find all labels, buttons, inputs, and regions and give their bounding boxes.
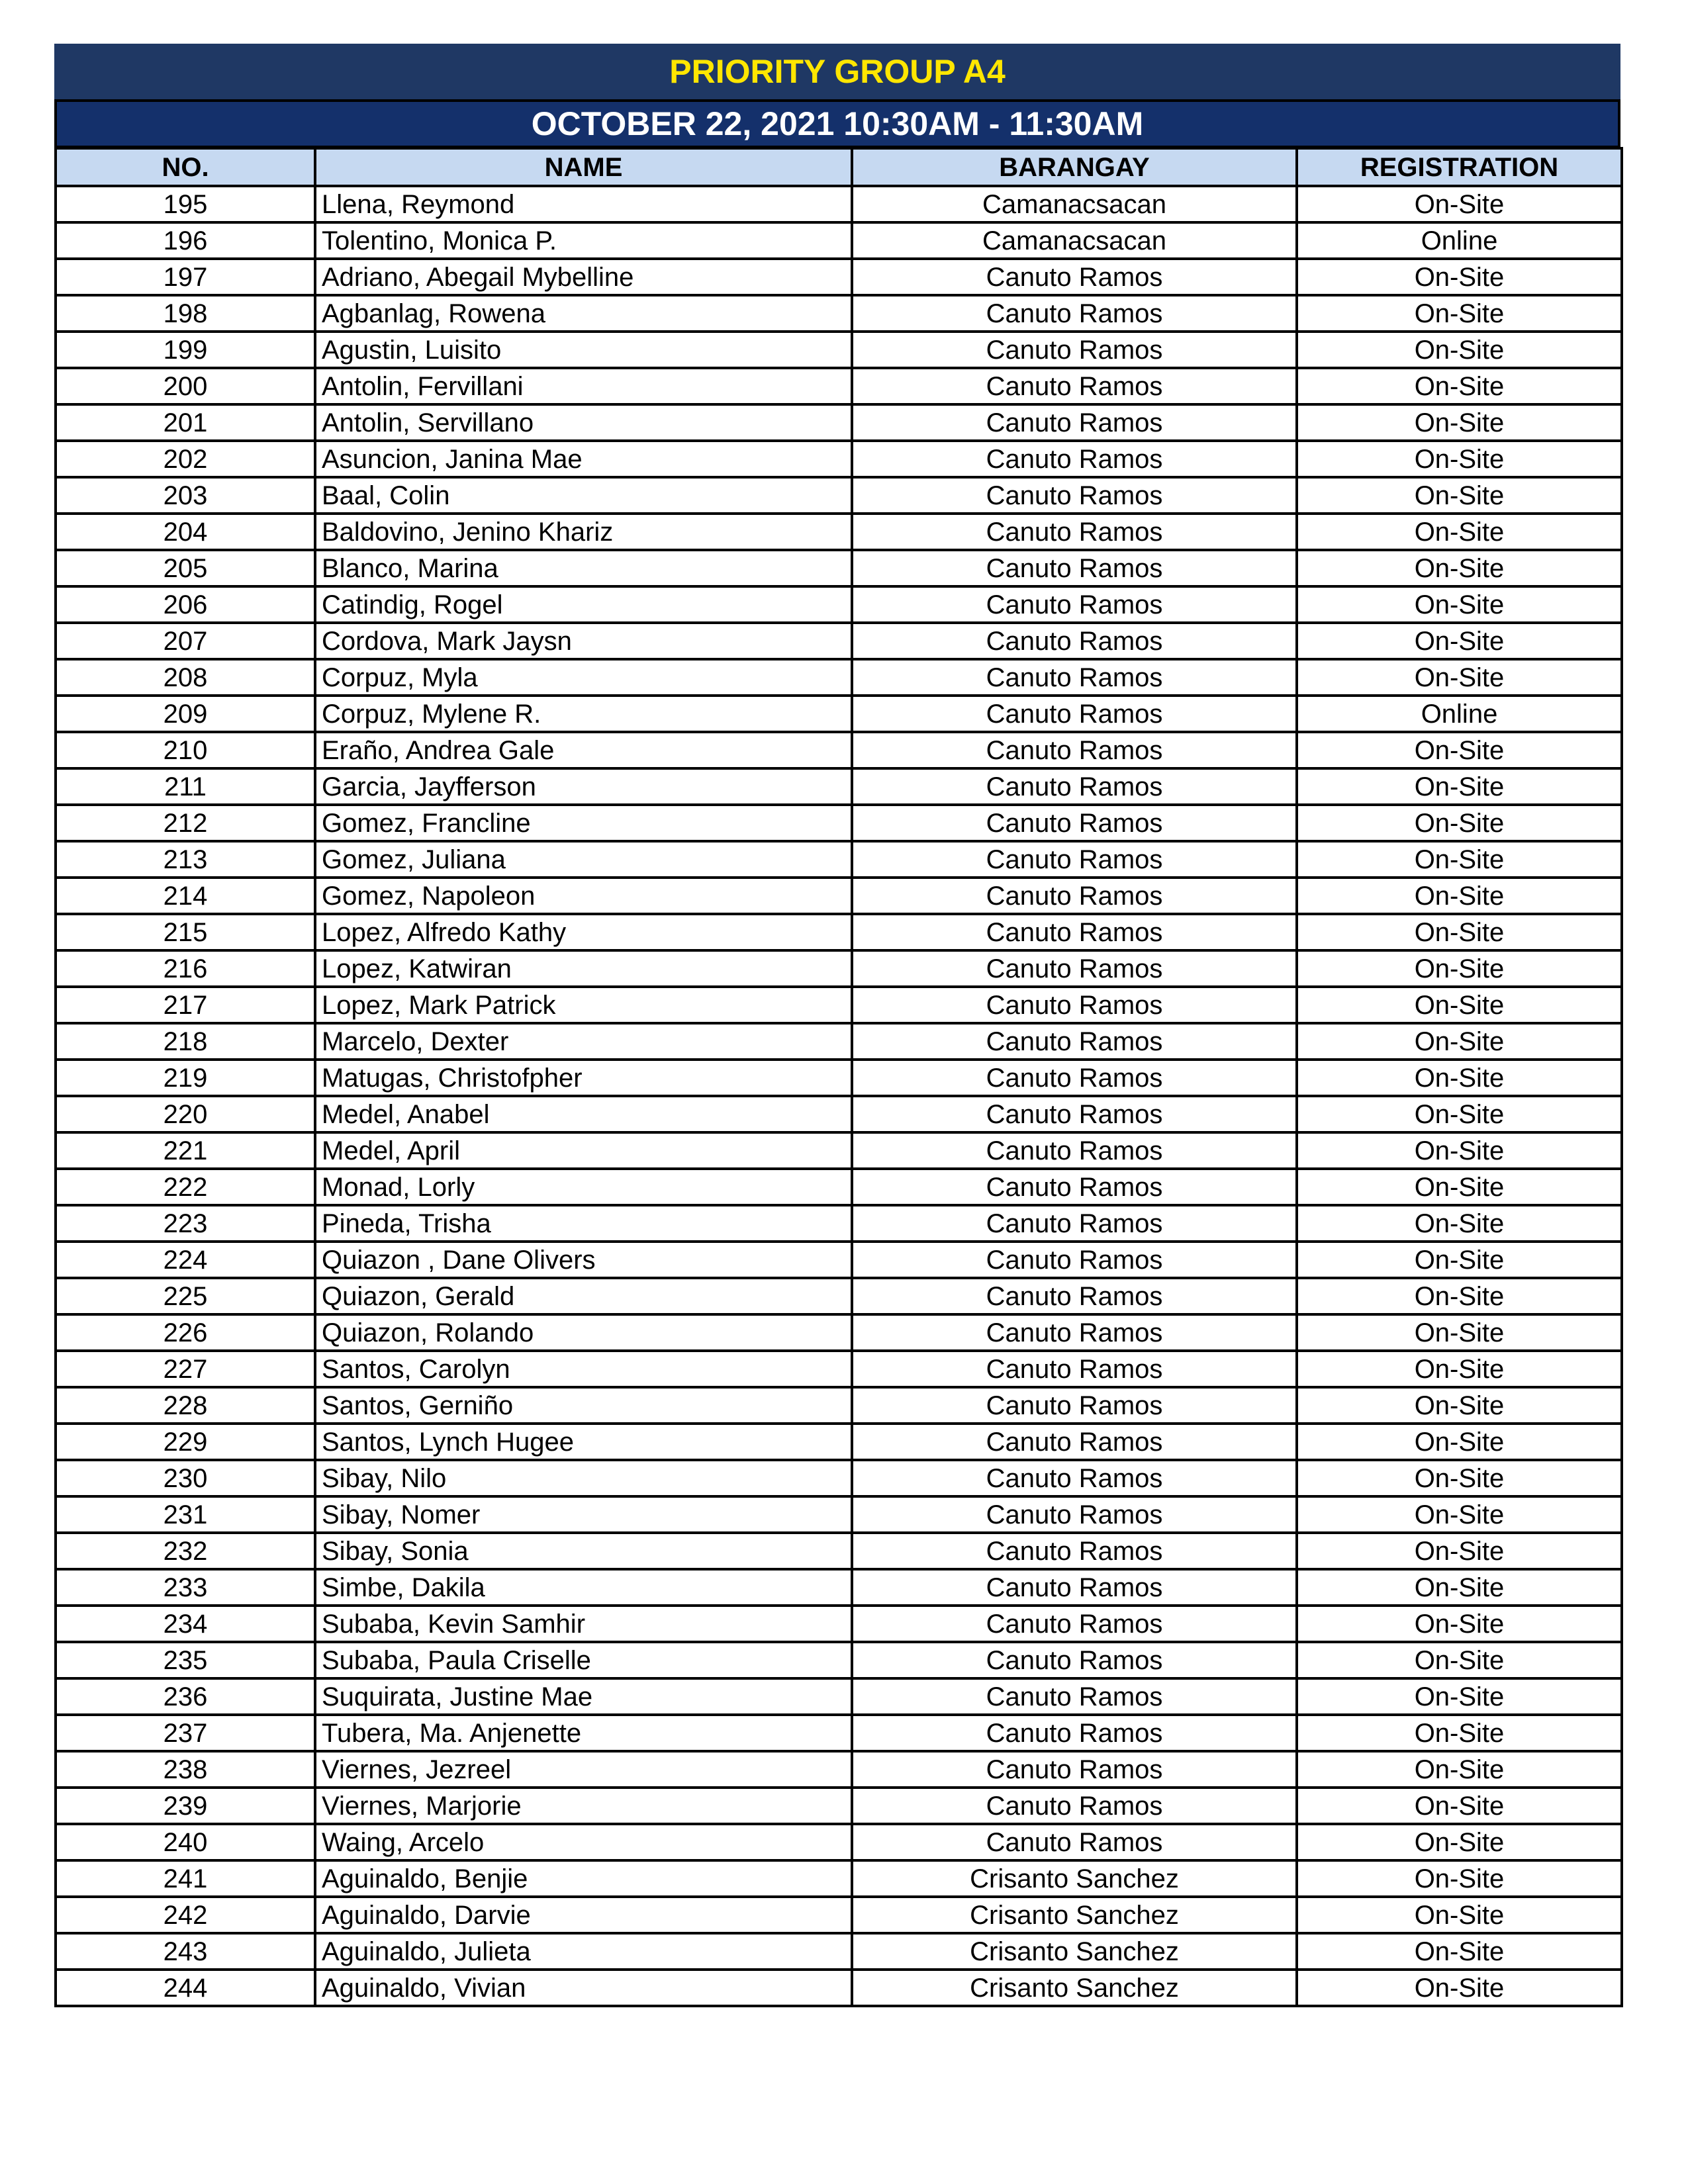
cell-barangay: Canuto Ramos [852,332,1297,368]
cell-registration: On-Site [1297,1606,1622,1642]
cell-barangay: Canuto Ramos [852,1606,1297,1642]
cell-registration: On-Site [1297,659,1622,696]
cell-name: Aguinaldo, Vivian [315,1970,852,2006]
table-row [56,586,1622,623]
table-row [56,1132,1622,1169]
cell-barangay: Canuto Ramos [852,404,1297,441]
cell-barangay: Canuto Ramos [852,1569,1297,1606]
cell-no: 210 [56,732,315,768]
cell-barangay: Canuto Ramos [852,696,1297,732]
table-row [56,1060,1622,1096]
cell-no: 198 [56,295,315,332]
roster-table [54,147,1623,2007]
cell-barangay: Canuto Ramos [852,514,1297,550]
cell-no: 208 [56,659,315,696]
cell-barangay: Canuto Ramos [852,368,1297,404]
table-row [56,878,1622,914]
cell-no: 207 [56,623,315,659]
table-row [56,1278,1622,1314]
cell-no: 212 [56,805,315,841]
table-row [56,1606,1622,1642]
table-row [56,404,1622,441]
cell-registration: On-Site [1297,295,1622,332]
table-row [56,987,1622,1023]
cell-registration: On-Site [1297,477,1622,514]
cell-barangay: Canuto Ramos [852,441,1297,477]
cell-registration: On-Site [1297,1242,1622,1278]
cell-name: Simbe, Dakila [315,1569,852,1606]
table-row [56,1496,1622,1533]
cell-no: 226 [56,1314,315,1351]
cell-barangay: Camanacsacan [852,186,1297,222]
schedule-banner [54,99,1620,147]
title-banner [54,44,1620,99]
table-row [56,1023,1622,1060]
cell-registration: On-Site [1297,987,1622,1023]
cell-name: Lopez, Mark Patrick [315,987,852,1023]
column-header-barangay: BARANGAY [852,148,1297,186]
cell-barangay: Canuto Ramos [852,1788,1297,1824]
cell-registration: On-Site [1297,368,1622,404]
cell-name: Aguinaldo, Benjie [315,1860,852,1897]
cell-no: 232 [56,1533,315,1569]
cell-no: 230 [56,1460,315,1496]
cell-registration: On-Site [1297,1205,1622,1242]
cell-barangay: Canuto Ramos [852,295,1297,332]
cell-registration: On-Site [1297,1060,1622,1096]
cell-registration: On-Site [1297,550,1622,586]
cell-name: Corpuz, Mylene R. [315,696,852,732]
column-header-registration: REGISTRATION [1297,148,1622,186]
cell-name: Adriano, Abegail Mybelline [315,259,852,295]
cell-name: Subaba, Paula Criselle [315,1642,852,1678]
cell-no: 237 [56,1715,315,1751]
cell-no: 231 [56,1496,315,1533]
cell-no: 240 [56,1824,315,1860]
cell-barangay: Canuto Ramos [852,1387,1297,1424]
cell-registration: On-Site [1297,1860,1622,1897]
cell-barangay: Canuto Ramos [852,1751,1297,1788]
cell-barangay: Canuto Ramos [852,1678,1297,1715]
cell-barangay: Canuto Ramos [852,878,1297,914]
cell-barangay: Canuto Ramos [852,987,1297,1023]
cell-barangay: Canuto Ramos [852,732,1297,768]
cell-name: Baldovino, Jenino Khariz [315,514,852,550]
cell-registration: On-Site [1297,878,1622,914]
cell-registration: On-Site [1297,1642,1622,1678]
cell-barangay: Canuto Ramos [852,1060,1297,1096]
cell-barangay: Canuto Ramos [852,841,1297,878]
cell-name: Llena, Reymond [315,186,852,222]
cell-registration: On-Site [1297,1351,1622,1387]
cell-name: Aguinaldo, Darvie [315,1897,852,1933]
cell-barangay: Canuto Ramos [852,1242,1297,1278]
cell-name: Quiazon, Gerald [315,1278,852,1314]
cell-registration: On-Site [1297,1169,1622,1205]
cell-barangay: Canuto Ramos [852,1351,1297,1387]
cell-no: 223 [56,1205,315,1242]
cell-name: Sibay, Sonia [315,1533,852,1569]
cell-registration: On-Site [1297,1096,1622,1132]
cell-no: 229 [56,1424,315,1460]
cell-no: 239 [56,1788,315,1824]
cell-barangay: Canuto Ramos [852,659,1297,696]
column-header-no: NO. [56,148,315,186]
table-row [56,805,1622,841]
cell-barangay: Canuto Ramos [852,1314,1297,1351]
cell-no: 203 [56,477,315,514]
cell-name: Medel, April [315,1132,852,1169]
table-row [56,1824,1622,1860]
cell-registration: On-Site [1297,1424,1622,1460]
table-row [56,1860,1622,1897]
cell-registration: On-Site [1297,441,1622,477]
cell-barangay: Canuto Ramos [852,477,1297,514]
cell-registration: On-Site [1297,623,1622,659]
cell-no: 204 [56,514,315,550]
table-row [56,1424,1622,1460]
cell-name: Corpuz, Myla [315,659,852,696]
cell-name: Santos, Carolyn [315,1351,852,1387]
cell-name: Santos, Lynch Hugee [315,1424,852,1460]
table-row [56,477,1622,514]
cell-name: Antolin, Servillano [315,404,852,441]
cell-no: 225 [56,1278,315,1314]
cell-no: 220 [56,1096,315,1132]
cell-no: 215 [56,914,315,950]
table-row [56,1205,1622,1242]
cell-name: Gomez, Napoleon [315,878,852,914]
cell-barangay: Canuto Ramos [852,550,1297,586]
cell-registration: On-Site [1297,514,1622,550]
cell-registration: On-Site [1297,404,1622,441]
table-row [56,295,1622,332]
cell-name: Sibay, Nomer [315,1496,852,1533]
table-row [56,514,1622,550]
cell-registration: On-Site [1297,1824,1622,1860]
cell-no: 243 [56,1933,315,1970]
cell-registration: On-Site [1297,914,1622,950]
cell-no: 228 [56,1387,315,1424]
cell-name: Eraño, Andrea Gale [315,732,852,768]
cell-registration: Online [1297,222,1622,259]
cell-registration: On-Site [1297,1788,1622,1824]
cell-registration: On-Site [1297,1278,1622,1314]
cell-no: 206 [56,586,315,623]
table-row [56,1096,1622,1132]
cell-no: 195 [56,186,315,222]
table-row [56,1933,1622,1970]
cell-registration: On-Site [1297,1314,1622,1351]
cell-name: Antolin, Fervillani [315,368,852,404]
cell-registration: On-Site [1297,186,1622,222]
cell-registration: On-Site [1297,332,1622,368]
cell-barangay: Camanacsacan [852,222,1297,259]
cell-name: Viernes, Marjorie [315,1788,852,1824]
cell-no: 209 [56,696,315,732]
cell-registration: On-Site [1297,732,1622,768]
cell-barangay: Canuto Ramos [852,1169,1297,1205]
cell-name: Gomez, Juliana [315,841,852,878]
cell-registration: On-Site [1297,1533,1622,1569]
cell-barangay: Canuto Ramos [852,259,1297,295]
cell-no: 197 [56,259,315,295]
table-row [56,623,1622,659]
cell-no: 196 [56,222,315,259]
cell-barangay: Crisanto Sanchez [852,1933,1297,1970]
table-row [56,1678,1622,1715]
cell-no: 242 [56,1897,315,1933]
table-row [56,1642,1622,1678]
cell-registration: On-Site [1297,1970,1622,2006]
cell-registration: On-Site [1297,1715,1622,1751]
schedule-datetime: OCTOBER 22, 2021 10:30AM - 11:30AM [531,105,1144,142]
cell-registration: On-Site [1297,841,1622,878]
cell-no: 211 [56,768,315,805]
cell-registration: On-Site [1297,259,1622,295]
table-row [56,841,1622,878]
table-row [56,659,1622,696]
cell-registration: On-Site [1297,1933,1622,1970]
cell-no: 236 [56,1678,315,1715]
cell-name: Aguinaldo, Julieta [315,1933,852,1970]
table-row [56,441,1622,477]
cell-barangay: Canuto Ramos [852,623,1297,659]
cell-barangay: Canuto Ramos [852,950,1297,987]
column-header-name: NAME [315,148,852,186]
cell-name: Viernes, Jezreel [315,1751,852,1788]
cell-barangay: Crisanto Sanchez [852,1970,1297,2006]
cell-no: 241 [56,1860,315,1897]
table-row [56,768,1622,805]
cell-barangay: Canuto Ramos [852,1132,1297,1169]
cell-no: 213 [56,841,315,878]
cell-name: Quiazon , Dane Olivers [315,1242,852,1278]
cell-no: 235 [56,1642,315,1678]
table-row [56,1387,1622,1424]
cell-no: 217 [56,987,315,1023]
cell-no: 201 [56,404,315,441]
cell-no: 205 [56,550,315,586]
table-row [56,1970,1622,2006]
cell-barangay: Canuto Ramos [852,1424,1297,1460]
cell-name: Pineda, Trisha [315,1205,852,1242]
cell-barangay: Canuto Ramos [852,1533,1297,1569]
cell-name: Blanco, Marina [315,550,852,586]
schedule-sheet [54,44,1620,2007]
cell-registration: On-Site [1297,805,1622,841]
cell-name: Catindig, Rogel [315,586,852,623]
table-row [56,950,1622,987]
table-row [56,1569,1622,1606]
cell-name: Garcia, Jayfferson [315,768,852,805]
cell-name: Tolentino, Monica P. [315,222,852,259]
page-title: PRIORITY GROUP A4 [669,53,1006,90]
cell-barangay: Canuto Ramos [852,1023,1297,1060]
cell-barangay: Canuto Ramos [852,1642,1297,1678]
cell-no: 199 [56,332,315,368]
cell-name: Subaba, Kevin Samhir [315,1606,852,1642]
table-body [56,186,1622,2006]
table-row [56,332,1622,368]
table-row [56,368,1622,404]
cell-registration: On-Site [1297,1387,1622,1424]
cell-registration: On-Site [1297,1897,1622,1933]
cell-no: 214 [56,878,315,914]
cell-name: Gomez, Francline [315,805,852,841]
cell-barangay: Canuto Ramos [852,1460,1297,1496]
cell-name: Agustin, Luisito [315,332,852,368]
cell-registration: On-Site [1297,1023,1622,1060]
cell-registration: On-Site [1297,1496,1622,1533]
cell-barangay: Canuto Ramos [852,1715,1297,1751]
cell-no: 219 [56,1060,315,1096]
cell-name: Agbanlag, Rowena [315,295,852,332]
cell-registration: On-Site [1297,1569,1622,1606]
table-row [56,1314,1622,1351]
cell-barangay: Canuto Ramos [852,805,1297,841]
cell-name: Matugas, Christofpher [315,1060,852,1096]
cell-no: 216 [56,950,315,987]
cell-no: 222 [56,1169,315,1205]
cell-barangay: Canuto Ramos [852,914,1297,950]
cell-barangay: Canuto Ramos [852,586,1297,623]
table-row [56,222,1622,259]
table-row [56,1351,1622,1387]
cell-no: 221 [56,1132,315,1169]
cell-barangay: Canuto Ramos [852,1205,1297,1242]
header-row [56,148,1622,186]
cell-barangay: Crisanto Sanchez [852,1860,1297,1897]
cell-name: Lopez, Katwiran [315,950,852,987]
table-row [56,1460,1622,1496]
cell-no: 233 [56,1569,315,1606]
cell-no: 238 [56,1751,315,1788]
table-row [56,732,1622,768]
cell-barangay: Canuto Ramos [852,1824,1297,1860]
cell-registration: On-Site [1297,1678,1622,1715]
cell-no: 202 [56,441,315,477]
cell-barangay: Canuto Ramos [852,1496,1297,1533]
cell-registration: Online [1297,696,1622,732]
table-row [56,186,1622,222]
cell-name: Quiazon, Rolando [315,1314,852,1351]
table-row [56,1715,1622,1751]
cell-barangay: Crisanto Sanchez [852,1897,1297,1933]
cell-name: Tubera, Ma. Anjenette [315,1715,852,1751]
cell-no: 224 [56,1242,315,1278]
cell-name: Marcelo, Dexter [315,1023,852,1060]
cell-name: Monad, Lorly [315,1169,852,1205]
cell-barangay: Canuto Ramos [852,1278,1297,1314]
table-row [56,259,1622,295]
cell-barangay: Canuto Ramos [852,768,1297,805]
table-row [56,1242,1622,1278]
cell-name: Baal, Colin [315,477,852,514]
cell-registration: On-Site [1297,950,1622,987]
table-row [56,1533,1622,1569]
cell-no: 244 [56,1970,315,2006]
cell-registration: On-Site [1297,768,1622,805]
cell-name: Santos, Gerniño [315,1387,852,1424]
cell-name: Cordova, Mark Jaysn [315,623,852,659]
table-row [56,550,1622,586]
cell-registration: On-Site [1297,1132,1622,1169]
cell-name: Sibay, Nilo [315,1460,852,1496]
table-row [56,1751,1622,1788]
cell-name: Medel, Anabel [315,1096,852,1132]
table-row [56,1169,1622,1205]
cell-name: Asuncion, Janina Mae [315,441,852,477]
cell-registration: On-Site [1297,586,1622,623]
table-row [56,1788,1622,1824]
table-row [56,1897,1622,1933]
cell-name: Lopez, Alfredo Kathy [315,914,852,950]
cell-registration: On-Site [1297,1751,1622,1788]
table-row [56,696,1622,732]
cell-registration: On-Site [1297,1460,1622,1496]
cell-no: 218 [56,1023,315,1060]
cell-name: Waing, Arcelo [315,1824,852,1860]
cell-no: 234 [56,1606,315,1642]
cell-barangay: Canuto Ramos [852,1096,1297,1132]
cell-no: 227 [56,1351,315,1387]
cell-name: Suquirata, Justine Mae [315,1678,852,1715]
table-row [56,914,1622,950]
cell-no: 200 [56,368,315,404]
